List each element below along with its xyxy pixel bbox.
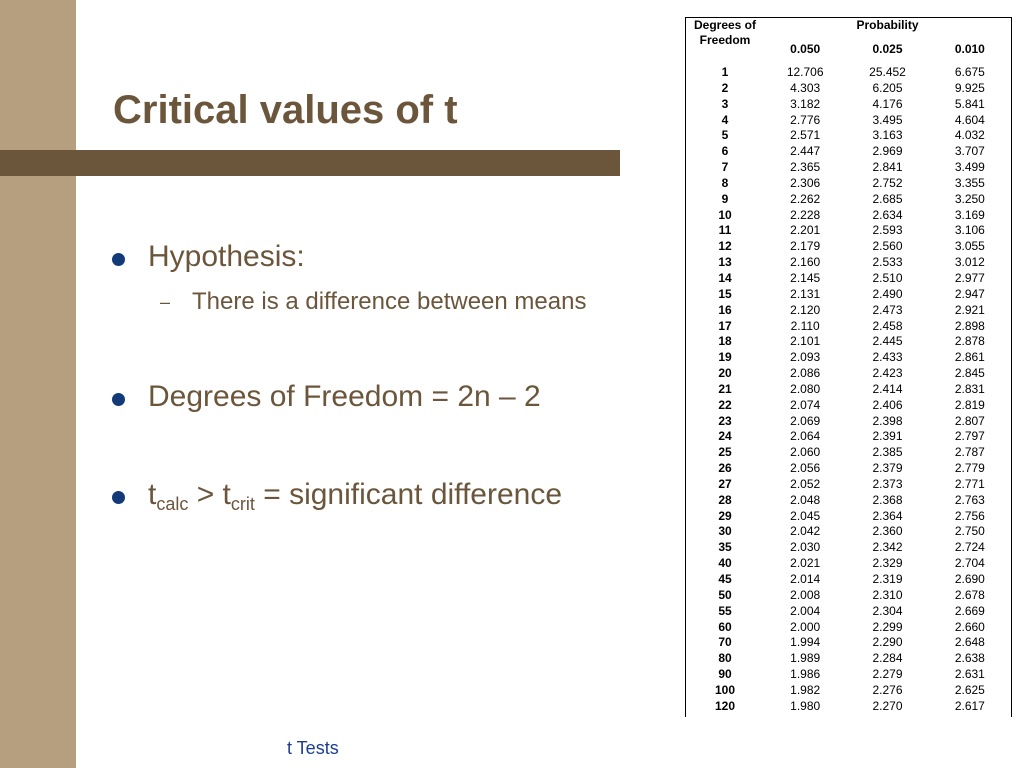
df-cell: 24 — [718, 429, 732, 444]
value-cell: 2.678 — [954, 587, 985, 602]
title-divider-bar — [0, 150, 620, 176]
value-cell: 2.685 — [872, 191, 903, 206]
value-cell: 2.763 — [954, 492, 985, 507]
value-cell: 2.724 — [954, 540, 985, 555]
prob-column-header: 0.010 — [954, 42, 985, 56]
value-cell: 2.752 — [872, 175, 903, 190]
value-cell: 2.074 — [790, 397, 821, 412]
value-cell: 2.086 — [790, 366, 821, 381]
value-cell: 2.841 — [872, 160, 903, 175]
value-cell: 2.831 — [954, 381, 985, 396]
value-cell: 2.284 — [872, 651, 903, 666]
value-cell: 2.373 — [872, 476, 903, 491]
df-cell: 4 — [721, 112, 729, 127]
value-cell: 2.648 — [954, 635, 985, 650]
bullet-text: Degrees of Freedom = 2n – 2 — [148, 380, 541, 413]
value-cell: 2.042 — [790, 524, 821, 539]
df-cell: 50 — [718, 587, 732, 602]
value-cell: 2.473 — [872, 302, 903, 317]
value-cell: 6.205 — [872, 80, 903, 95]
value-cell: 2.064 — [790, 429, 821, 444]
table-row — [686, 651, 1011, 667]
table-row — [686, 239, 1011, 255]
df-cell: 90 — [718, 667, 732, 682]
value-cell: 2.638 — [954, 651, 985, 666]
table-row — [686, 334, 1011, 350]
value-cell: 2.101 — [790, 334, 821, 349]
value-cell: 2.669 — [954, 603, 985, 618]
value-cell: 2.797 — [954, 429, 985, 444]
value-cell: 9.925 — [954, 80, 985, 95]
value-cell: 2.704 — [954, 556, 985, 571]
value-cell: 2.969 — [872, 144, 903, 159]
df-cell: 30 — [718, 524, 732, 539]
df-cell: 45 — [718, 572, 732, 586]
value-cell: 2.625 — [954, 682, 985, 697]
value-cell: 2.365 — [790, 160, 821, 175]
table-row — [686, 604, 1011, 620]
df-cell: 80 — [718, 651, 732, 666]
df-cell: 40 — [718, 556, 732, 571]
value-cell: 2.750 — [954, 524, 985, 539]
value-cell: 2.560 — [872, 239, 903, 254]
value-cell: 2.364 — [872, 508, 903, 523]
df-cell: 28 — [718, 492, 732, 507]
value-cell: 3.012 — [954, 255, 985, 270]
table-row — [686, 223, 1011, 239]
table-row — [686, 160, 1011, 176]
df-cell: 12 — [718, 239, 732, 254]
table-body — [686, 65, 1011, 715]
table-row — [686, 287, 1011, 303]
table-row — [686, 667, 1011, 683]
prob-column-header: 0.050 — [790, 42, 821, 56]
value-cell: 2.110 — [790, 318, 820, 333]
value-cell: 2.021 — [790, 556, 821, 571]
value-cell: 2.593 — [872, 223, 903, 238]
value-cell: 3.707 — [954, 144, 985, 159]
table-row — [686, 556, 1011, 572]
value-cell: 2.690 — [954, 572, 985, 586]
value-cell: 3.495 — [872, 112, 903, 127]
value-cell: 2.921 — [954, 302, 985, 317]
value-cell: 3.250 — [954, 191, 985, 206]
bullet-text-significance — [148, 478, 562, 512]
value-cell: 2.045 — [790, 508, 821, 523]
table-row — [686, 192, 1011, 208]
table-row — [686, 588, 1011, 604]
value-cell: 2.787 — [954, 445, 985, 460]
value-cell: 2.510 — [872, 270, 903, 285]
bullet-dot-icon — [112, 491, 125, 504]
crit-subscript: crit — [230, 494, 255, 514]
table-row — [686, 144, 1011, 160]
table-row — [686, 635, 1011, 651]
value-cell: 2.414 — [872, 381, 903, 396]
df-cell: 55 — [718, 603, 732, 618]
value-cell: 2.093 — [790, 350, 821, 365]
value-cell: 2.080 — [790, 381, 821, 396]
value-cell: 2.379 — [872, 461, 903, 476]
df-cell: 27 — [718, 476, 732, 491]
footer-text: t Tests — [287, 738, 339, 758]
table-row — [686, 683, 1011, 699]
table-row — [686, 255, 1011, 271]
df-cell: 60 — [718, 619, 732, 634]
value-cell: 2.398 — [872, 413, 903, 428]
df-cell: 7 — [721, 160, 729, 175]
bullet-dot-icon — [112, 253, 125, 266]
table-row — [686, 208, 1011, 224]
table-row — [686, 477, 1011, 493]
bullet-text: Hypothesis: — [148, 240, 305, 273]
table-row — [686, 493, 1011, 509]
value-cell: 2.368 — [872, 492, 903, 507]
table-row — [686, 445, 1011, 461]
value-cell: 25.452 — [869, 65, 906, 79]
value-cell: 2.342 — [872, 540, 903, 555]
value-cell: 2.807 — [954, 413, 985, 428]
t-symbol: t — [148, 478, 157, 511]
df-cell: 19 — [718, 350, 732, 365]
value-cell: 2.423 — [872, 366, 903, 381]
table-row — [686, 366, 1011, 382]
sub-bullet-text: There is a difference between means — [192, 288, 587, 315]
value-cell: 3.355 — [954, 175, 985, 190]
df-cell: 14 — [718, 270, 732, 285]
value-cell: 2.617 — [954, 698, 985, 713]
table-row — [686, 540, 1011, 556]
df-cell: 21 — [718, 381, 732, 396]
value-cell: 2.458 — [872, 318, 903, 333]
value-cell: 2.052 — [790, 476, 821, 491]
value-cell: 2.571 — [790, 128, 821, 143]
table-row — [686, 303, 1011, 319]
value-cell: 2.131 — [790, 286, 821, 301]
df-cell: 5 — [721, 128, 729, 143]
value-cell: 3.499 — [954, 160, 985, 175]
value-cell: 2.000 — [790, 619, 821, 634]
value-cell: 2.160 — [790, 255, 821, 270]
df-cell: 10 — [718, 207, 732, 222]
df-column-header: Degrees of Freedom — [693, 18, 757, 47]
value-cell: 4.604 — [954, 112, 985, 127]
value-cell: 2.014 — [790, 572, 821, 586]
df-cell: 16 — [718, 302, 732, 317]
value-cell: 2.406 — [872, 397, 903, 412]
value-cell: 2.145 — [790, 270, 821, 285]
value-cell: 3.106 — [954, 223, 985, 238]
value-cell: 2.385 — [872, 445, 903, 460]
df-cell: 3 — [721, 96, 729, 111]
df-cell: 35 — [718, 540, 732, 555]
df-cell: 15 — [718, 286, 732, 301]
table-row — [686, 414, 1011, 430]
dash-icon: – — [160, 292, 171, 312]
slide-title: Critical values of t — [113, 88, 458, 132]
table-row — [686, 97, 1011, 113]
gt-text: > t — [188, 478, 231, 511]
significance-text: = significant difference — [254, 478, 563, 511]
value-cell: 5.841 — [954, 96, 985, 111]
table-row — [686, 81, 1011, 97]
df-cell: 20 — [718, 366, 732, 381]
value-cell: 2.845 — [954, 366, 985, 381]
value-cell: 2.756 — [954, 508, 985, 523]
value-cell: 2.878 — [954, 334, 985, 349]
df-cell: 25 — [718, 445, 732, 460]
df-cell: 100 — [714, 682, 736, 697]
value-cell: 4.032 — [954, 128, 985, 143]
value-cell: 2.771 — [954, 476, 985, 491]
value-cell: 2.490 — [872, 286, 903, 301]
value-cell: 2.299 — [872, 619, 903, 634]
value-cell: 2.279 — [872, 667, 903, 682]
df-cell: 22 — [718, 397, 732, 412]
value-cell: 4.303 — [790, 80, 821, 95]
df-cell: 120 — [714, 698, 736, 713]
value-cell: 2.360 — [872, 524, 903, 539]
table-row — [686, 128, 1011, 144]
value-cell: 2.069 — [790, 413, 821, 428]
value-cell: 2.947 — [954, 286, 985, 301]
table-row — [686, 382, 1011, 398]
value-cell: 2.319 — [872, 572, 903, 586]
value-cell: 2.310 — [872, 587, 903, 602]
df-cell: 17 — [718, 318, 732, 333]
critical-values-table-frame — [685, 17, 1012, 717]
df-cell: 70 — [718, 635, 732, 650]
value-cell: 2.060 — [790, 445, 821, 460]
value-cell: 2.776 — [790, 112, 821, 127]
calc-subscript: calc — [156, 494, 189, 514]
value-cell: 4.176 — [872, 96, 903, 111]
df-cell: 8 — [721, 175, 729, 190]
table-row — [686, 176, 1011, 192]
value-cell: 2.004 — [790, 603, 821, 618]
value-cell: 2.631 — [954, 667, 985, 682]
table-row — [686, 350, 1011, 366]
value-cell: 2.304 — [872, 603, 903, 618]
value-cell: 2.276 — [872, 682, 903, 697]
table-row — [686, 461, 1011, 477]
value-cell: 2.447 — [790, 144, 821, 159]
df-cell: 11 — [718, 223, 732, 238]
value-cell: 3.163 — [872, 128, 903, 143]
value-cell: 2.030 — [790, 540, 821, 555]
table-row — [686, 271, 1011, 287]
value-cell: 2.179 — [790, 239, 821, 254]
value-cell: 2.306 — [790, 175, 821, 190]
value-cell: 2.433 — [872, 350, 903, 365]
value-cell: 2.048 — [790, 492, 821, 507]
df-cell: 1 — [721, 65, 729, 79]
df-cell: 29 — [718, 508, 732, 523]
value-cell: 2.290 — [872, 635, 903, 650]
table-row — [686, 398, 1011, 414]
value-cell: 2.228 — [790, 207, 821, 222]
value-cell: 2.533 — [872, 255, 903, 270]
df-cell: 13 — [718, 255, 732, 270]
df-cell: 9 — [721, 191, 729, 206]
value-cell: 2.445 — [872, 334, 903, 349]
value-cell: 2.270 — [872, 698, 903, 713]
value-cell: 2.329 — [872, 556, 903, 571]
value-cell: 1.989 — [790, 651, 821, 666]
prob-column-header: 0.025 — [872, 42, 903, 56]
value-cell: 2.120 — [790, 302, 821, 317]
value-cell: 2.861 — [954, 350, 985, 365]
df-cell: 23 — [718, 413, 732, 428]
table-row — [686, 572, 1011, 588]
value-cell: 2.779 — [954, 461, 985, 476]
value-cell: 1.994 — [790, 635, 821, 650]
value-cell: 1.986 — [790, 667, 821, 682]
value-cell: 2.008 — [790, 587, 821, 602]
bullet-dot-icon — [112, 393, 125, 406]
table-row — [686, 524, 1011, 540]
value-cell: 3.055 — [954, 239, 985, 254]
table-row — [686, 113, 1011, 129]
df-cell: 26 — [718, 461, 732, 476]
value-cell: 2.819 — [954, 397, 985, 412]
value-cell: 2.056 — [790, 461, 821, 476]
table-row — [686, 65, 1011, 81]
value-cell: 2.262 — [790, 191, 821, 206]
value-cell: 1.980 — [790, 698, 821, 713]
table-row — [686, 319, 1011, 335]
value-cell: 3.182 — [790, 96, 821, 111]
value-cell: 2.634 — [872, 207, 903, 222]
table-row — [686, 509, 1011, 525]
probability-header: Probability — [856, 18, 919, 32]
value-cell: 2.898 — [954, 318, 985, 333]
value-cell: 3.169 — [954, 207, 985, 222]
value-cell: 2.977 — [954, 270, 985, 285]
df-cell: 6 — [721, 144, 729, 159]
value-cell: 6.675 — [954, 65, 985, 79]
value-cell: 2.660 — [954, 619, 985, 634]
left-accent-bar — [0, 0, 76, 768]
critical-values-table — [686, 18, 1011, 715]
df-cell: 2 — [721, 80, 729, 95]
table-row — [686, 429, 1011, 445]
value-cell: 2.391 — [872, 429, 903, 444]
df-cell: 18 — [718, 334, 732, 349]
value-cell: 2.201 — [790, 223, 821, 238]
value-cell: 1.982 — [790, 682, 821, 697]
table-row — [686, 620, 1011, 636]
value-cell: 12.706 — [786, 65, 824, 79]
table-row — [686, 699, 1011, 715]
